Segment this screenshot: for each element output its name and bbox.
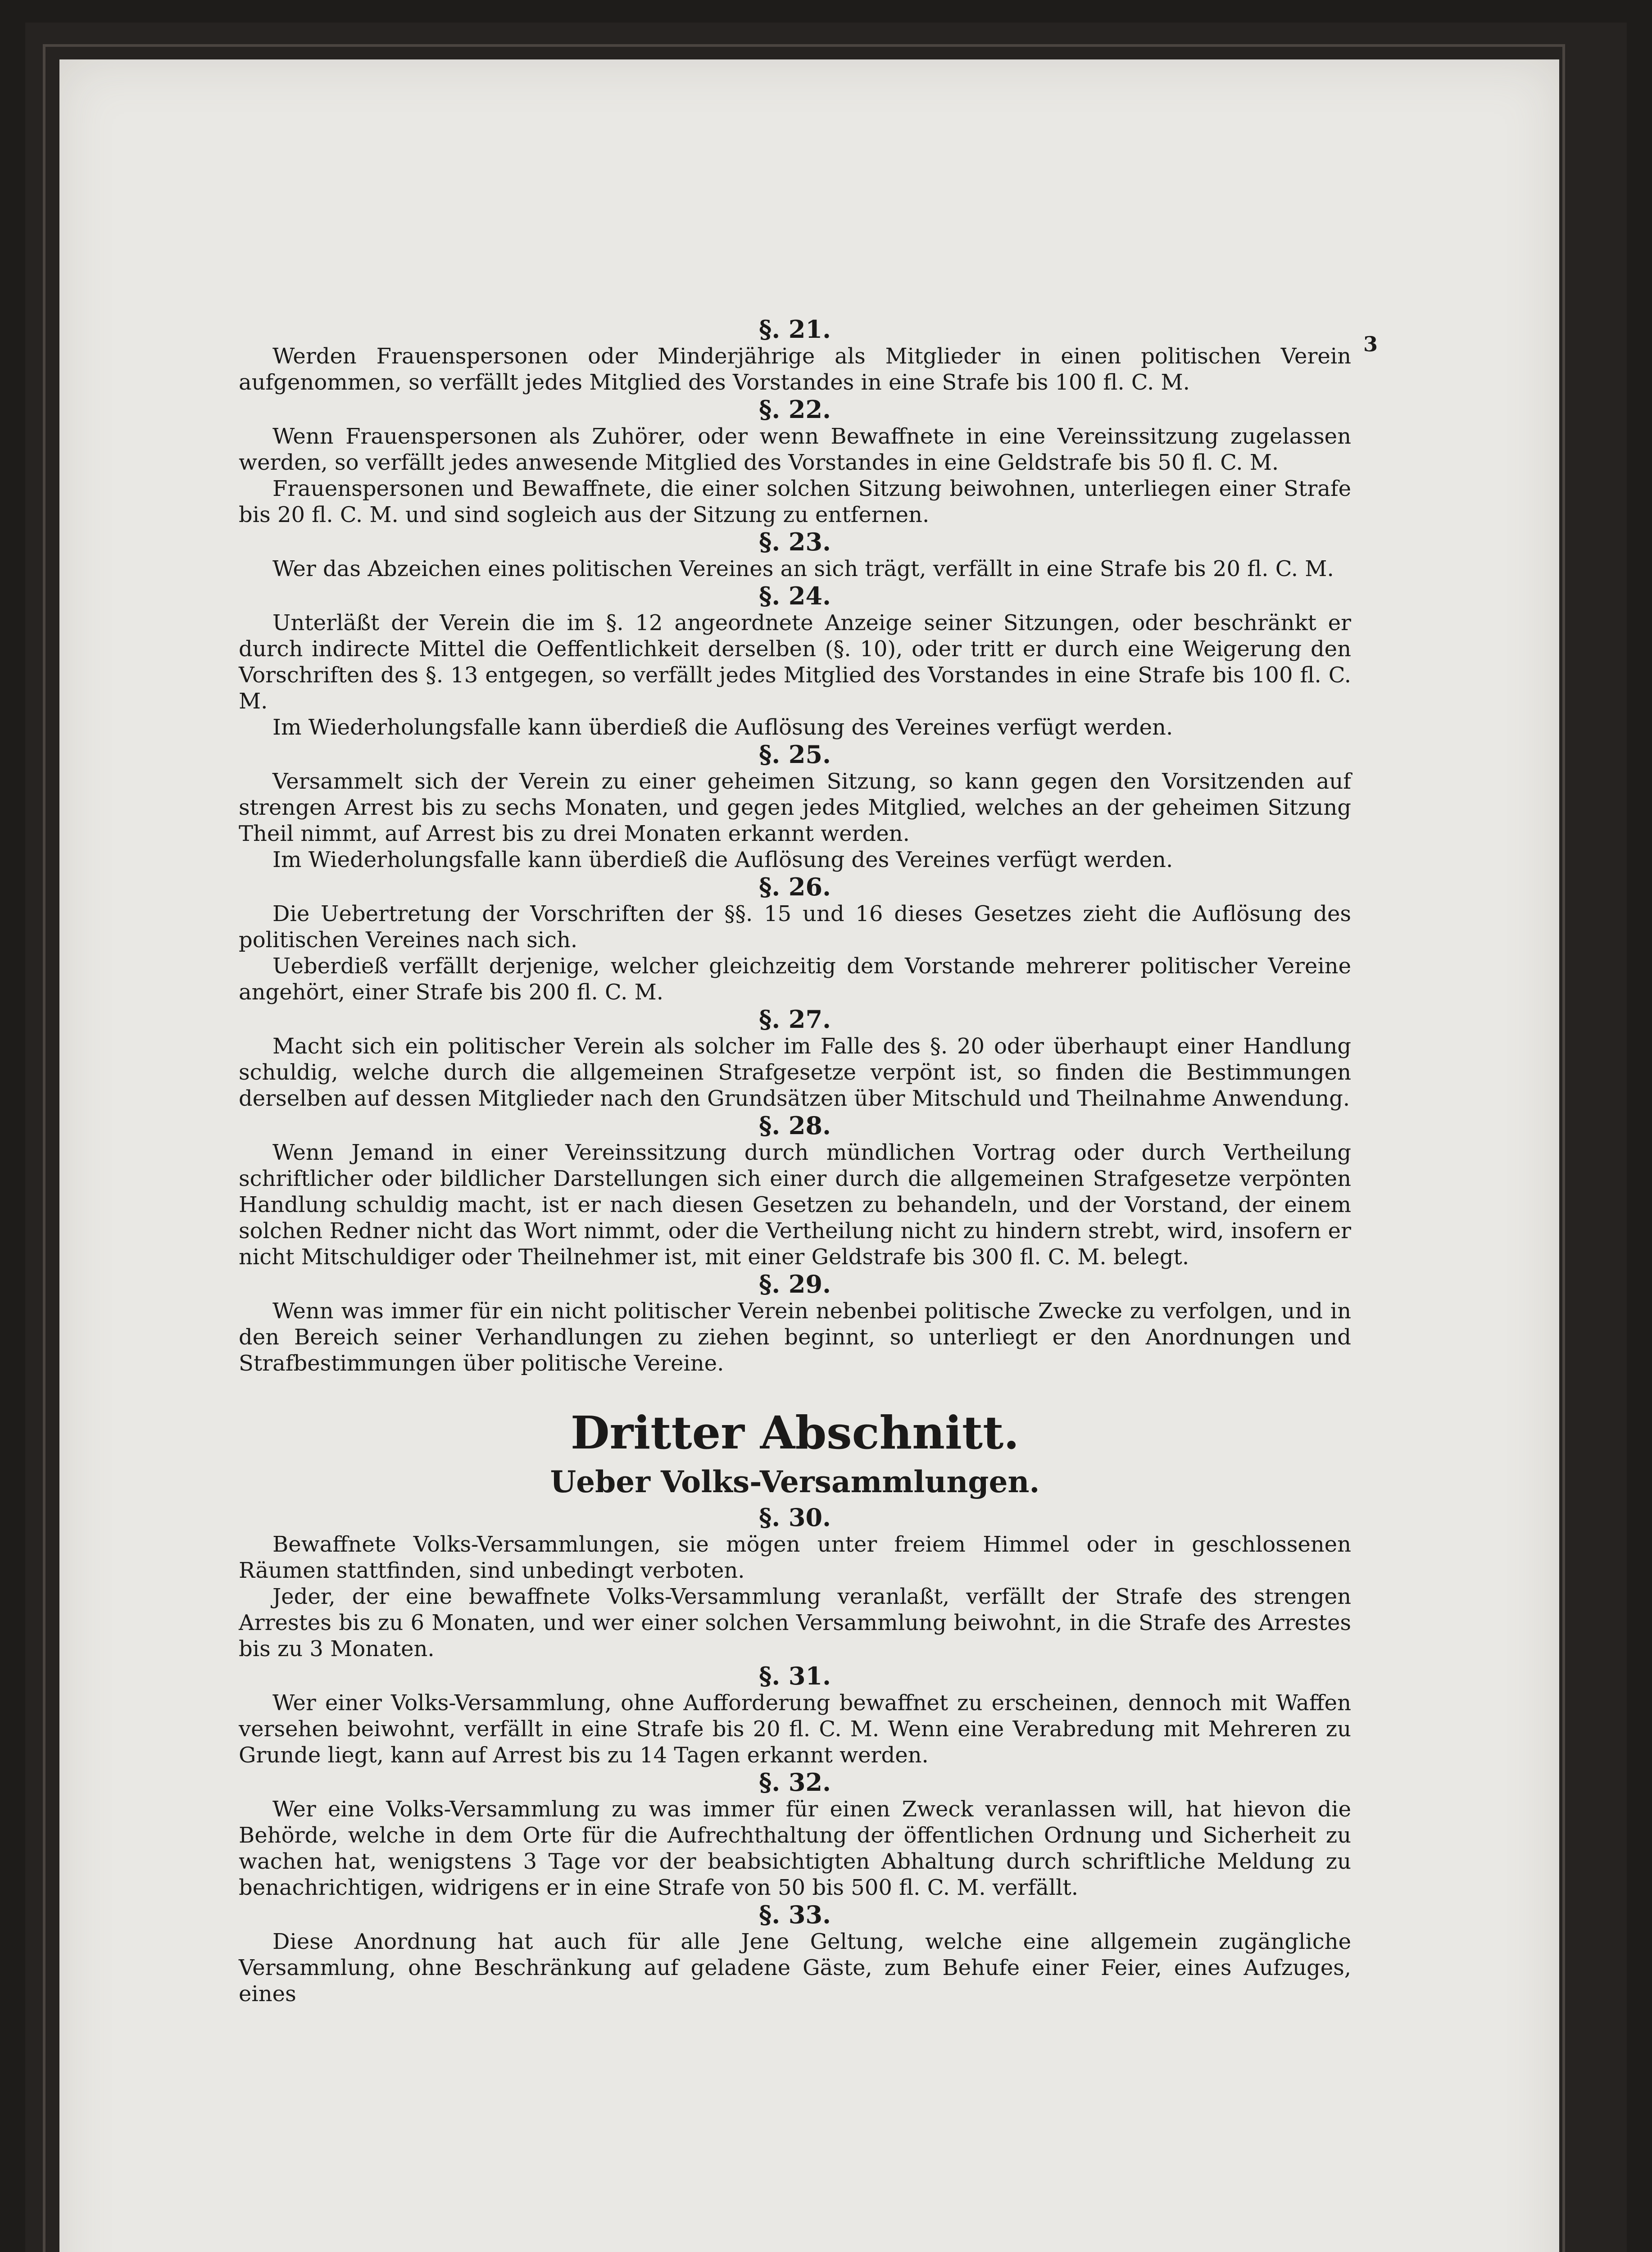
section-number: §. 29.: [759, 1270, 831, 1299]
section-paragraph: Frauenspersonen und Bewaffnete, die einer solchen Sitzung beiwohnen, unterliegen einer Strafe bis 20 fl. C. M. und sind sogleich aus der Sitzung zu entfernen.: [239, 476, 1351, 527]
section-paragraph: Werden Frauenspersonen oder Minderjährige als Mitglieder in einen politischen Verein aufgenommen, so verfällt jedes Mitglied des Vorstandes in eine Strafe bis 100 fl. C. M.: [239, 344, 1351, 395]
section-number: §. 23.: [759, 527, 831, 556]
chapter-subtitle: Ueber Volks-Versammlungen.: [550, 1464, 1040, 1499]
section-paragraph: Wenn was immer für ein nicht politischer Verein nebenbei politische Zwecke zu verfolgen, und in den Bereich seiner Verhandlungen zu ziehen beginnt, so unterliegt er den Anordnungen und Strafbestimmungen über politische Vereine.: [239, 1299, 1351, 1376]
page-body: [239, 315, 1351, 2007]
page-number: 3: [1363, 332, 1378, 356]
section-number: §. 22.: [759, 395, 831, 424]
section-paragraph: Im Wiederholungsfalle kann überdieß die Auflösung des Vereines verfügt werden.: [272, 715, 1173, 740]
section-paragraph: Wenn Jemand in einer Vereinssitzung durch mündlichen Vortrag oder durch Vertheilung schriftlicher oder bildlicher Darstellungen sich einer durch die allgemeinen Strafgesetze verpönten Handlung schuldig macht, ist er nach diesen Gesetzen zu behandeln, und der Vorstand, der einem solchen Redner nicht das Wort nimmt, oder die Vertheilung nicht zu hindern strebt, wird, insofern er nicht Mitschuldiger oder Theilnehmer ist, mit einer Geldstrafe bis 300 fl. C. M. belegt.: [239, 1140, 1351, 1270]
section-paragraph: Die Uebertretung der Vorschriften der §§. 15 und 16 dieses Gesetzes zieht die Auflösung des politischen Vereines nach sich.: [239, 901, 1351, 953]
section-paragraph: Wer einer Volks-Versammlung, ohne Aufforderung bewaffnet zu erscheinen, dennoch mit Waffen versehen beiwohnt, verfällt in eine Strafe bis 20 fl. C. M. Wenn eine Verabredung mit Mehreren zu Grunde liegt, kann auf Arrest bis zu 14 Tagen erkannt werden.: [239, 1690, 1351, 1768]
section-paragraph: Wer das Abzeichen eines politischen Vereines an sich trägt, verfällt in eine Strafe bis 20 fl. C. M.: [272, 556, 1334, 581]
section-number: §. 27.: [759, 1005, 831, 1034]
section-number: §. 21.: [759, 315, 831, 344]
section-number: §. 25.: [759, 740, 831, 769]
section-number: §. 24.: [759, 581, 831, 610]
section-paragraph: Versammelt sich der Verein zu einer geheimen Sitzung, so kann gegen den Vorsitzenden auf strengen Arrest bis zu sechs Monaten, und gegen jedes Mitglied, welches an der geheimen Sitzung Theil nimmt, auf Arrest bis zu drei Monaten erkannt werden.: [239, 769, 1351, 846]
section-paragraph: Bewaffnete Volks-Versammlungen, sie mögen unter freiem Himmel oder in geschlossenen Räumen stattfinden, sind unbedingt verboten.: [239, 1532, 1351, 1583]
section-paragraph: Jeder, der eine bewaffnete Volks-Versammlung veranlaßt, verfällt der Strafe des strengen Arrestes bis zu 6 Monaten, und wer einer solchen Versammlung beiwohnt, in die Strafe des Arrestes bis zu 3 Monaten.: [239, 1584, 1351, 1662]
section-number: §. 30.: [759, 1503, 831, 1532]
section-number: §. 28.: [759, 1111, 831, 1140]
sections-block-2: [239, 1503, 1351, 2007]
sections-block-1: [239, 315, 1351, 1376]
section-paragraph: Unterläßt der Verein die im §. 12 angeordnete Anzeige seiner Sitzungen, oder beschränkt er durch indirecte Mittel die Oeffentlichkeit derselben (§. 10), oder tritt er durch eine Weigerung den Vorschriften des §. 13 entgegen, so verfällt jedes Mitglied des Vorstandes in eine Strafe bis 100 fl. C. M.: [239, 610, 1351, 714]
section-paragraph: Wer eine Volks-Versammlung zu was immer für einen Zweck veranlassen will, hat hievon die Behörde, welche in dem Orte für die Aufrechthaltung der öffentlichen Ordnung und Sicherheit zu wachen hat, wenigstens 3 Tage vor der beabsichtigten Abhaltung durch schriftliche Meldung zu benachrichtigen, widrigens er in eine Strafe von 50 bis 500 fl. C. M. verfällt.: [239, 1797, 1351, 1900]
section-paragraph: Macht sich ein politischer Verein als solcher im Falle des §. 20 oder überhaupt einer Handlung schuldig, welche durch die allgemeinen Strafgesetze verpönt ist, so finden die Bestimmungen derselben auf dessen Mitglieder nach den Grundsätzen über Mitschuld und Theilnahme Anwendung.: [239, 1034, 1351, 1111]
section-number: §. 26.: [759, 872, 831, 901]
section-paragraph: Ueberdieß verfällt derjenige, welcher gleichzeitig dem Vorstande mehrerer politischer Vereine angehört, einer Strafe bis 200 fl. C. M.: [239, 953, 1351, 1005]
section-number: §. 31.: [759, 1662, 831, 1690]
section-paragraph: Wenn Frauenspersonen als Zuhörer, oder wenn Bewaffnete in eine Vereinssitzung zugelassen werden, so verfällt jedes anwesende Mitglied des Vorstandes in eine Geldstrafe bis 50 fl. C. M.: [239, 424, 1351, 475]
chapter-title: Dritter Abschnitt.: [570, 1406, 1020, 1459]
section-number: §. 32.: [759, 1768, 831, 1797]
section-number: §. 33.: [759, 1900, 831, 1929]
section-paragraph: Diese Anordnung hat auch für alle Jene Geltung, welche eine allgemein zugängliche Versammlung, ohne Beschränkung auf geladene Gäste, zum Behufe einer Feier, eines Aufzuges, eines: [239, 1929, 1351, 2007]
section-paragraph: Im Wiederholungsfalle kann überdieß die Auflösung des Vereines verfügt werden.: [272, 847, 1173, 872]
